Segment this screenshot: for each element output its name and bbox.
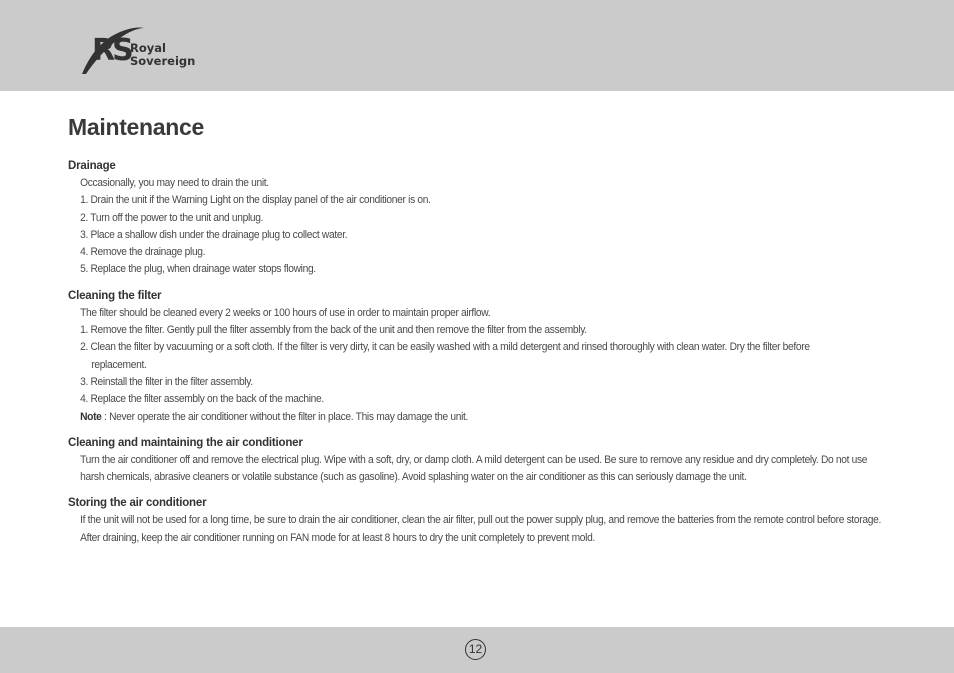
section-heading: Cleaning the filter — [68, 289, 162, 302]
section-storing — [68, 495, 898, 547]
list-item: 5. Replace the plug, when drainage water stops flowing. — [80, 263, 316, 276]
section-heading: Storing the air conditioner — [68, 497, 207, 510]
list-item: 4. Replace the filter assembly on the back of the machine. — [80, 393, 324, 406]
section-heading: Drainage — [68, 160, 116, 172]
section-cleaning-filter — [68, 288, 898, 426]
royal-sovereign-logo — [78, 24, 218, 78]
section-body: Turn the air conditioner off and remove the electrical plug. Wipe with a soft, dry, or damp cloth. A mild detergent can be used. Be sure to remove any residue and dry completely. Do not use harsh chemicals, abrasive cleaners or volatile substance (such as gasoline). Avoid splashing water on the air conditioner as this can seriously damage the unit. — [80, 453, 868, 484]
section-cleaning-maintaining — [68, 435, 898, 487]
note-label: Note — [80, 410, 102, 423]
list-item: 1. Drain the unit if the Warning Light on the display panel of the air conditioner is on. — [80, 194, 431, 207]
list-item: 2. Turn off the power to the unit and unplug. — [80, 211, 264, 224]
logo-mark: RS — [92, 33, 131, 68]
list-item: 3. Place a shallow dish under the drainage plug to collect water. — [80, 228, 348, 241]
section-intro: The filter should be cleaned every 2 weeks or 100 hours of use in order to maintain proper airflow. — [80, 306, 491, 319]
section-intro: Occasionally, you may need to drain the unit. — [80, 177, 269, 189]
section-drainage — [68, 158, 898, 279]
logo-line-1: Royal — [130, 41, 166, 55]
page-content — [68, 113, 898, 547]
logo-line-2: Sovereign — [130, 54, 196, 68]
list-item: 4. Remove the drainage plug. — [80, 246, 206, 259]
logo-wordmark — [130, 42, 195, 68]
page-header — [0, 0, 954, 91]
page-number: 12 — [465, 639, 486, 660]
section-heading: Cleaning and maintaining the air conditioner — [68, 436, 303, 449]
note-text: : Never operate the air conditioner without the filter in place. This may damage the unit. — [101, 410, 469, 423]
note — [68, 409, 840, 426]
list-item: 3. Reinstall the filter in the filter assembly. — [80, 375, 253, 388]
page-title: Maintenance — [68, 114, 205, 140]
list-item: 1. Remove the filter. Gently pull the filter assembly from the back of the unit and then remove the filter from the assembly. — [80, 324, 587, 337]
list-item: 2. Clean the filter by vacuuming or a soft cloth. If the filter is very dirty, it can be easily washed with a mild detergent and rinsed thoroughly with clean water. Dry the filter before replacement. — [80, 341, 810, 371]
section-body: If the unit will not be used for a long time, be sure to drain the air conditioner, clean the air filter, pull out the power supply plug, and remove the batteries from the remote control before storage. After draining, keep the air conditioner running on FAN mode for at least 8 hours to dry the unit completely to prevent mold. — [80, 514, 881, 544]
